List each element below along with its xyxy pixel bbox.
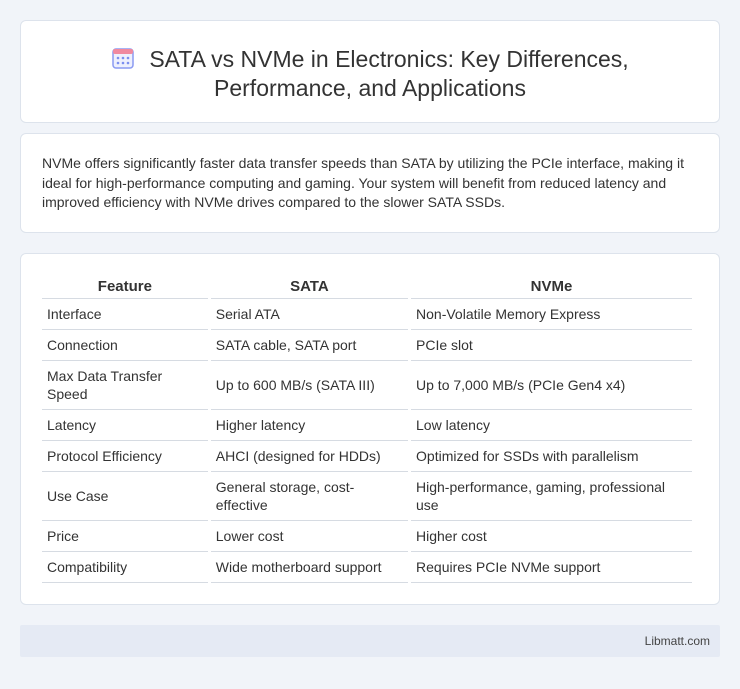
table-cell: Latency: [42, 410, 208, 441]
table-cell: Higher latency: [211, 410, 408, 441]
intro-text: NVMe offers significantly faster data transfer speeds than SATA by utilizing the PCIe interface, making it ideal for high-performance computing and gaming. Your system will benefit from reduced latency and improved efficiency with NVMe drives compared to the slower SATA SSDs.: [42, 155, 684, 210]
table-row: [42, 299, 692, 330]
table-cell: High-performance, gaming, professional use: [411, 472, 692, 521]
intro-card: [20, 133, 720, 233]
table-cell: Requires PCIe NVMe support: [411, 552, 692, 583]
table-row: [42, 552, 692, 583]
table-cell: Serial ATA: [211, 299, 408, 330]
table-cell: Optimized for SSDs with parallelism: [411, 441, 692, 472]
table-header-row: [42, 275, 692, 299]
comparison-table: [39, 275, 695, 583]
comparison-card: [20, 253, 720, 605]
table-cell: Max Data Transfer Speed: [42, 361, 208, 410]
footer-brand[interactable]: Libmatt.com: [644, 634, 710, 648]
title-line-2: Performance, and Applications: [214, 75, 526, 101]
table-row: [42, 521, 692, 552]
table-cell: PCIe slot: [411, 330, 692, 361]
table-cell: Up to 600 MB/s (SATA III): [211, 361, 408, 410]
table-row: [42, 472, 692, 521]
table-cell: Up to 7,000 MB/s (PCIe Gen4 x4): [411, 361, 692, 410]
table-cell: Higher cost: [411, 521, 692, 552]
footer: [20, 625, 720, 657]
table-cell: Price: [42, 521, 208, 552]
header-sata: SATA: [211, 275, 408, 299]
table-cell: Compatibility: [42, 552, 208, 583]
table-cell: AHCI (designed for HDDs): [211, 441, 408, 472]
table-row: [42, 330, 692, 361]
table-cell: Low latency: [411, 410, 692, 441]
table-cell: Lower cost: [211, 521, 408, 552]
title-line-1: SATA vs NVMe in Electronics: Key Differences,: [149, 46, 629, 72]
header-feature: Feature: [42, 275, 208, 299]
calendar-icon: [111, 46, 135, 70]
table-cell: Connection: [42, 330, 208, 361]
table-cell: Non-Volatile Memory Express: [411, 299, 692, 330]
table-cell: SATA cable, SATA port: [211, 330, 408, 361]
page-title: [21, 45, 719, 103]
title-card: [20, 20, 720, 123]
table-cell: Wide motherboard support: [211, 552, 408, 583]
table-cell: Protocol Efficiency: [42, 441, 208, 472]
table-row: [42, 361, 692, 410]
header-nvme: NVMe: [411, 275, 692, 299]
table-row: [42, 410, 692, 441]
table-cell: Use Case: [42, 472, 208, 521]
table-cell: General storage, cost-effective: [211, 472, 408, 521]
table-row: [42, 441, 692, 472]
table-cell: Interface: [42, 299, 208, 330]
